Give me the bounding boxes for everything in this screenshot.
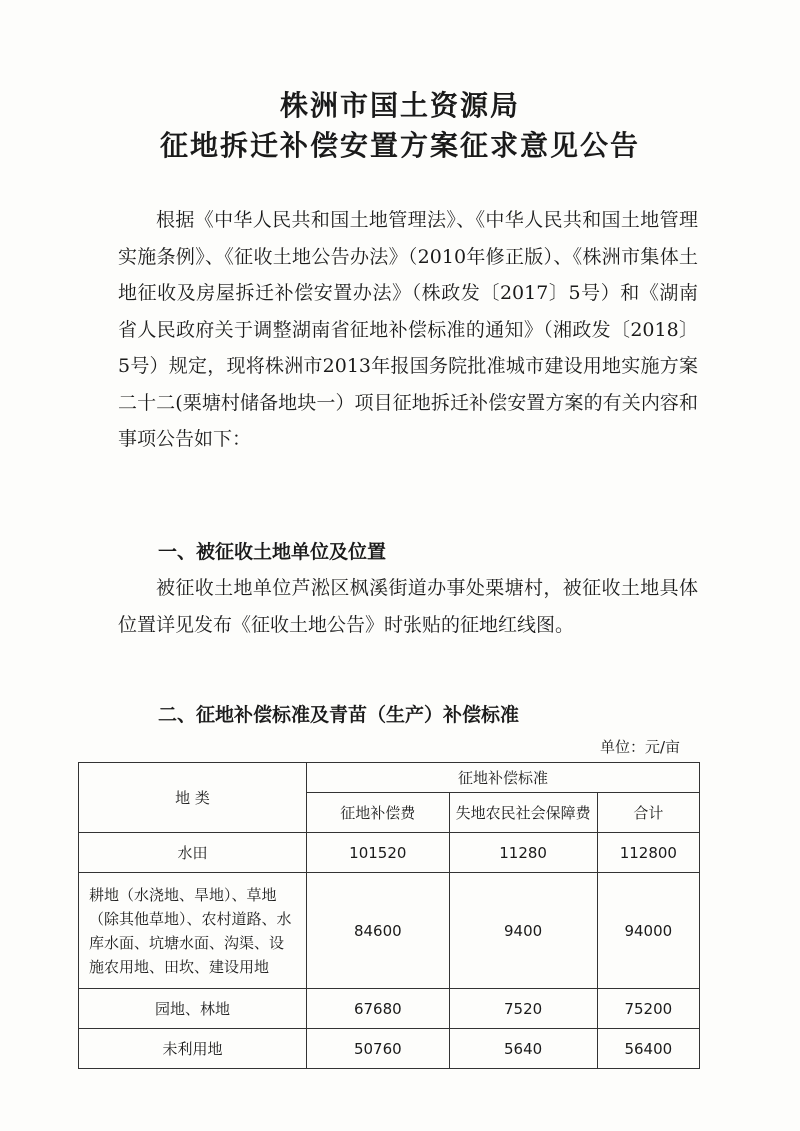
header-group: 征地补偿标准: [307, 763, 700, 793]
location-paragraph: 被征收土地单位芦淞区枫溪街道办事处栗塘村，被征收土地具体位置详见发布《征收土地公告》时张贴的征地红线图。: [118, 577, 698, 636]
cell-compensation: 101520: [307, 833, 449, 873]
cell-social-security: 9400: [449, 873, 597, 989]
cell-total: 112800: [597, 833, 699, 873]
cell-compensation: 67680: [307, 989, 449, 1029]
cell-land-type: 未利用地: [79, 1029, 307, 1069]
table-row: [79, 1029, 700, 1069]
cell-social-security: 11280: [449, 833, 597, 873]
intro-paragraph: 根据《中华人民共和国土地管理法》、《中华人民共和国土地管理实施条例》、《征收土地公告办法》（2010年修正版）、《株洲市集体土地征收及房屋拆迁补偿安置办法》（株政发〔2017〕5号）和《湖南省人民政府关于调整湖南省征地补偿标准的通知》（湘政发〔2018〕5号）规定，现将株洲市2013年报国务院批准城市建设用地实施方案二十二(栗塘村储备地块一）项目征地拆迁补偿安置方案的有关内容和事项公告如下：: [118, 209, 698, 450]
section-heading-2: 二、征地补偿标准及青苗（生产）补偿标准: [158, 704, 520, 726]
compensation-table: [78, 762, 700, 1069]
document-title-line1: 株洲市国土资源局: [279, 89, 520, 122]
cell-total: 75200: [597, 989, 699, 1029]
cell-land-type: 园地、林地: [79, 989, 307, 1029]
cell-compensation: 84600: [307, 873, 449, 989]
unit-label: 单位：元/亩: [600, 738, 681, 756]
cell-land-type: 耕地（水浇地、旱地）、草地（除其他草地）、农村道路、水库水面、坑塘水面、沟渠、设施农用地、田坎、建设用地: [79, 873, 307, 989]
cell-total: 56400: [597, 1029, 699, 1069]
header-total: 合计: [597, 793, 699, 833]
cell-social-security: 7520: [449, 989, 597, 1029]
header-compensation: 征地补偿费: [307, 793, 449, 833]
cell-social-security: 5640: [449, 1029, 597, 1069]
section-heading-1: 一、被征收土地单位及位置: [158, 541, 387, 563]
table-row: [79, 833, 700, 873]
cell-total: 94000: [597, 873, 699, 989]
header-land-type: 地 类: [79, 763, 307, 833]
table-row: [79, 989, 700, 1029]
cell-compensation: 50760: [307, 1029, 449, 1069]
document-title-line2: 征地拆迁补偿安置方案征求意见公告: [159, 129, 640, 162]
header-social-security: 失地农民社会保障费: [449, 793, 597, 833]
cell-land-type: 水田: [79, 833, 307, 873]
table-row: [79, 873, 700, 989]
